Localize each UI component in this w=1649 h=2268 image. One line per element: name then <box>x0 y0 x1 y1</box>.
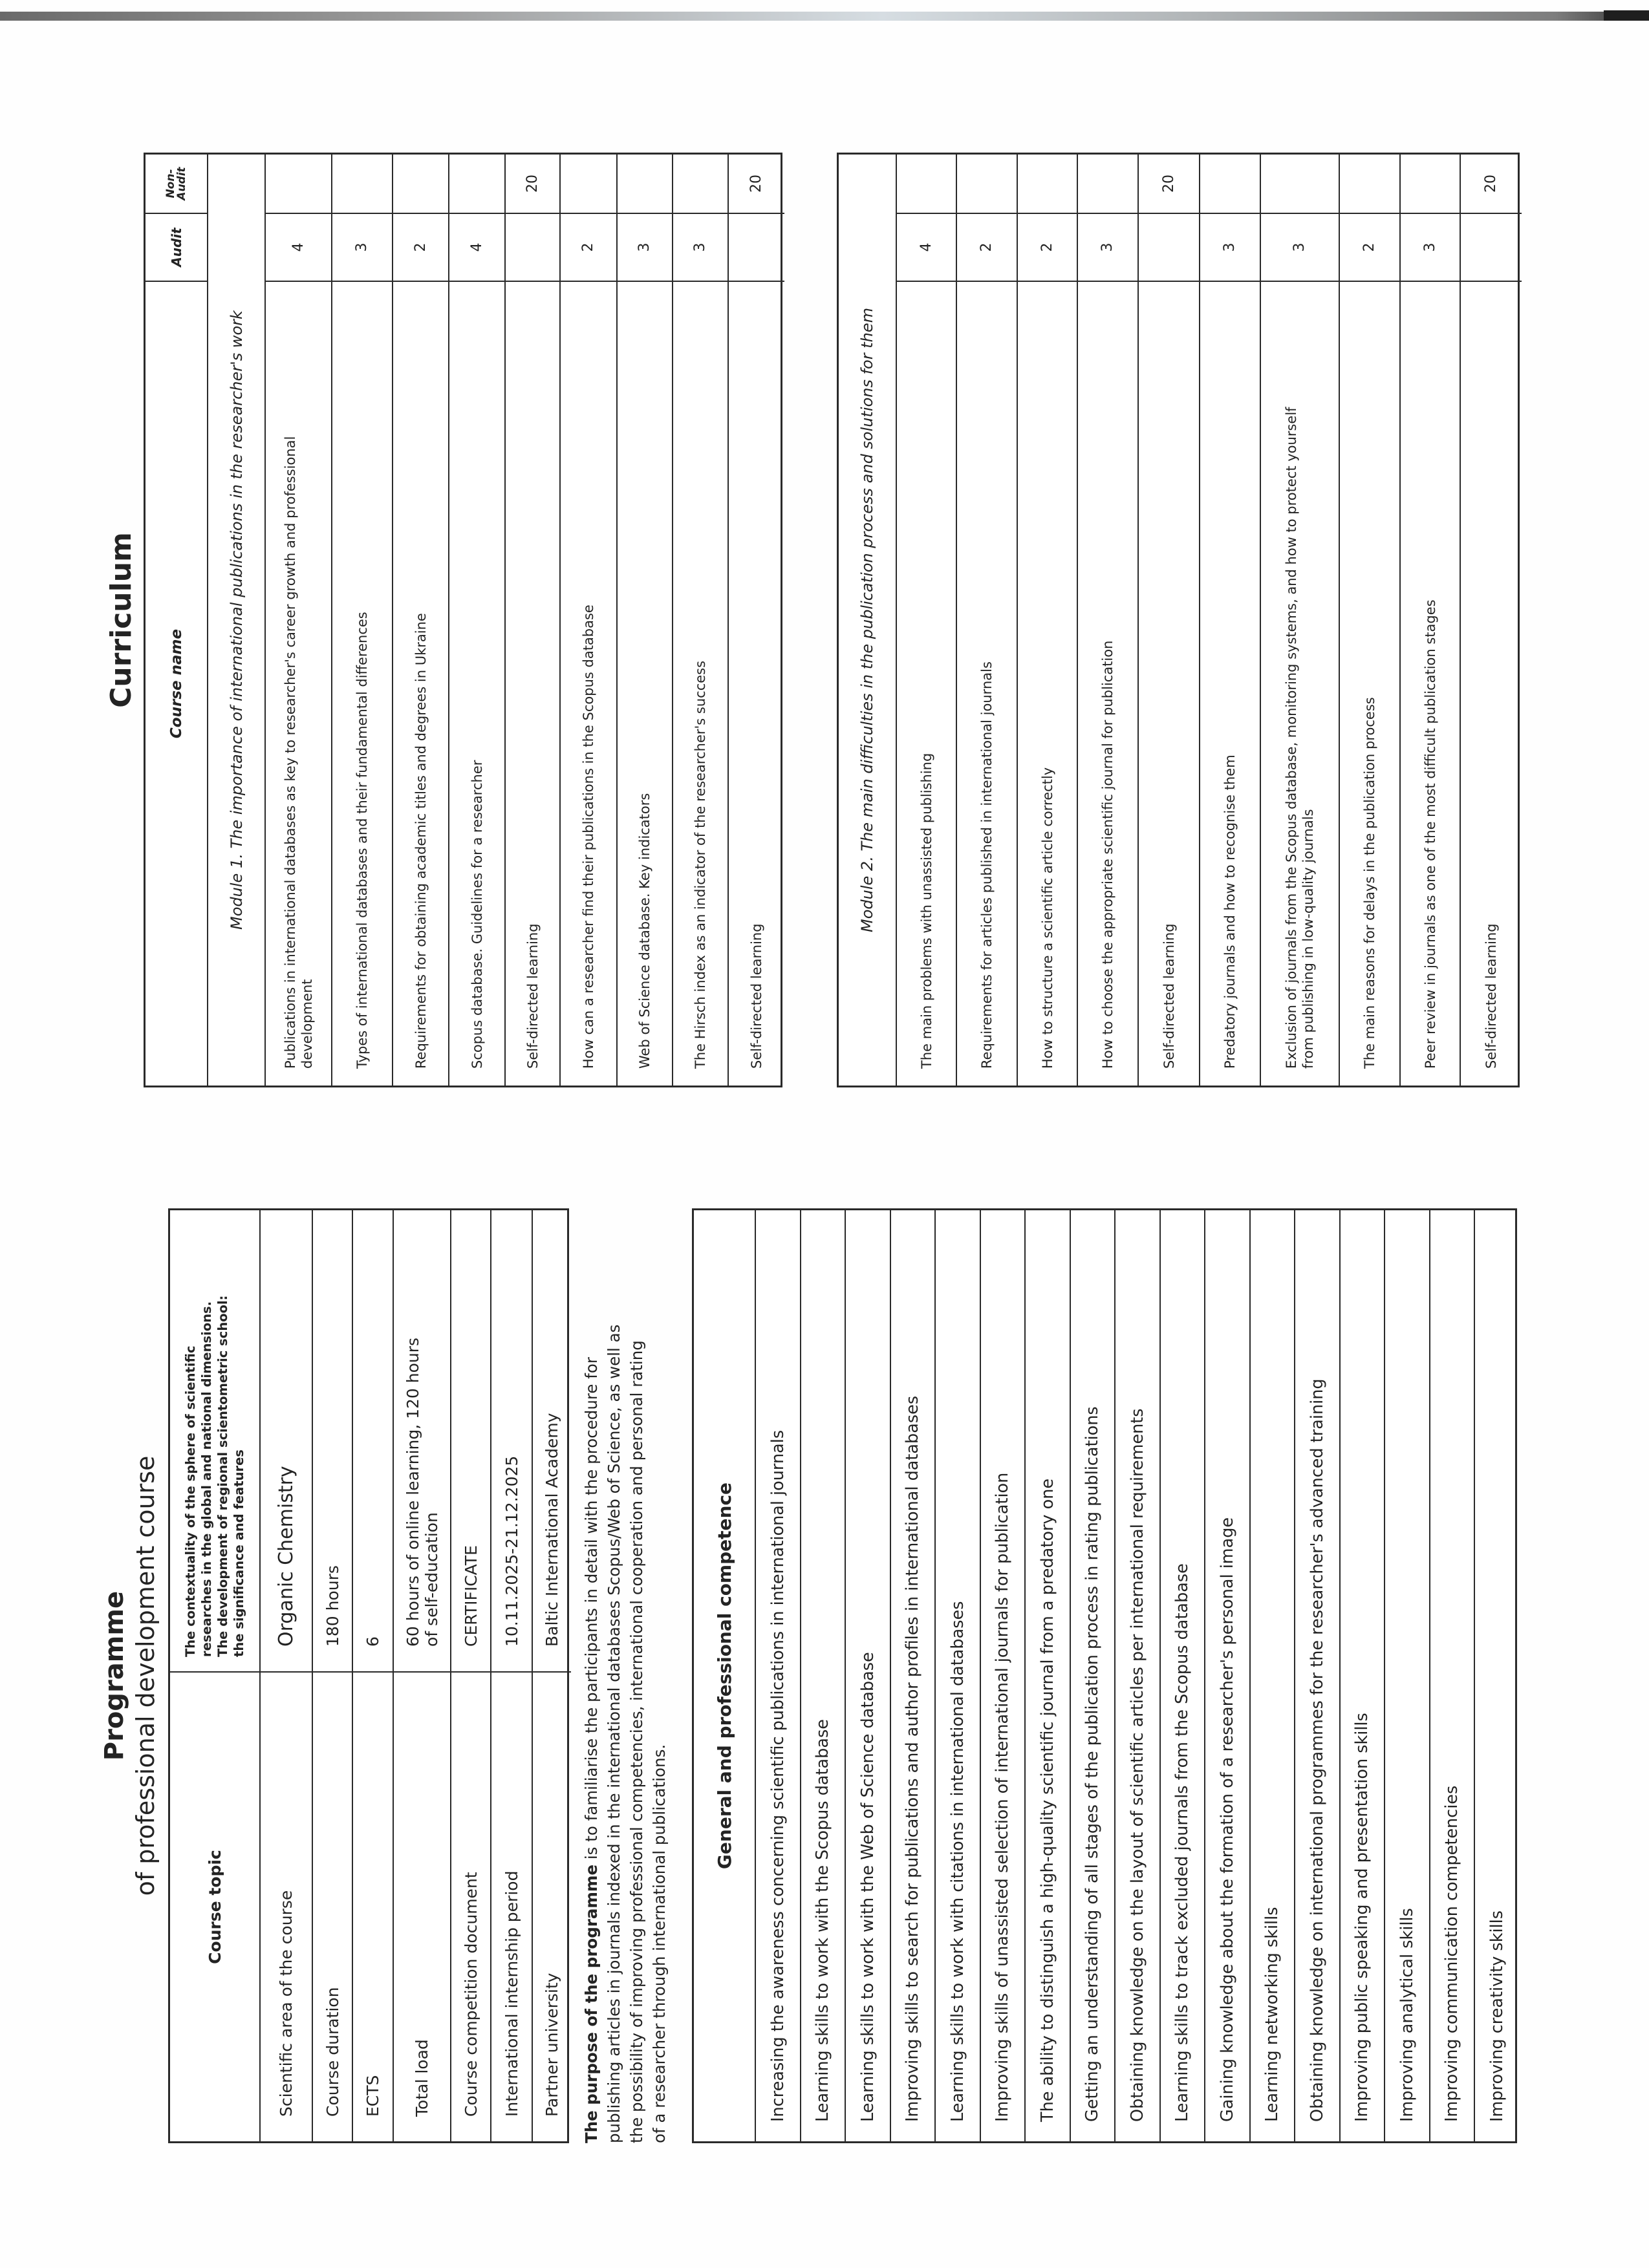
purpose-text: is to familiarise the participants in detail with the procedure for <box>582 1357 601 1865</box>
course-name: Web of Science database. Key indicators <box>637 793 652 1069</box>
competence-row <box>845 1210 890 2141</box>
curriculum-row <box>1260 155 1339 1086</box>
competence-row <box>1474 1210 1519 2141</box>
non-audit-hours <box>1200 155 1260 214</box>
audit-hours <box>1461 214 1522 282</box>
competence-item: The ability to distinguish a high-quality scientific journal from a predatory one <box>1037 1478 1057 2122</box>
info-label: Scientific area of the course <box>277 1890 296 2117</box>
course-name: Requirements for obtaining academic titles and degrees in Ukraine <box>413 613 429 1069</box>
competence-row <box>980 1210 1025 2141</box>
audit-hours: 4 <box>266 214 331 282</box>
competence-item: Improving skills to search for publications and author profiles in international databases <box>903 1395 923 2122</box>
audit-hours: 3 <box>332 214 392 282</box>
course-name: Predatory journals and how to recognise them <box>1222 754 1238 1069</box>
audit-hours: 3 <box>1078 214 1137 282</box>
curriculum-table-module-1 <box>144 153 782 1087</box>
competence-item: Getting an understanding of all stages of the publication process in rating publications <box>1083 1406 1103 2122</box>
purpose-paragraph <box>580 1208 671 2143</box>
purpose-line: of a researcher through international publications. <box>650 1744 669 2143</box>
module-title: Module 1. The importance of international publications in the researcher's work <box>227 310 246 930</box>
info-label: Total load <box>413 2039 431 2117</box>
audit-hours: 2 <box>1340 214 1399 282</box>
competence-row <box>755 1210 800 2141</box>
course-name: The Hirsch index as an indicator of the researcher's success <box>693 660 708 1069</box>
audit-hours: 4 <box>897 214 956 282</box>
audit-hours <box>506 214 559 282</box>
course-name-header: Course name <box>167 628 185 739</box>
info-row <box>450 1210 490 2141</box>
competence-item: Increasing the awareness concerning scientific publications in international journals <box>768 1429 788 2122</box>
curriculum-row <box>264 155 331 1086</box>
course-name: Self-directed learning <box>524 923 541 1069</box>
non-audit-hours: 20 <box>506 155 559 214</box>
module-title-row <box>207 155 264 1086</box>
curriculum-title: Curriculum <box>105 532 138 708</box>
competence-item: Learning networking skills <box>1262 1907 1282 2122</box>
competence-item: Improving skills of unassisted selection of international journals for publication <box>993 1472 1013 2122</box>
competence-item: Learning skills to work with the Web of Science database <box>857 1652 878 2122</box>
curriculum-row <box>331 155 392 1086</box>
curriculum-row <box>616 155 672 1086</box>
audit-hours: 2 <box>957 214 1017 282</box>
info-row <box>312 1210 352 2141</box>
course-name: How can a researcher find their publications in the Scopus database <box>581 604 596 1069</box>
purpose-line: publishing articles in journals indexed in the international databases Scopus/Web of Science, as well as <box>605 1324 623 2143</box>
audit-hours: 2 <box>561 214 616 282</box>
curriculum-row <box>1077 155 1137 1086</box>
course-name: Scopus database. Guidelines for a researcher <box>469 760 485 1069</box>
audit-hours: 3 <box>618 214 672 282</box>
purpose-line: the possibility of improving professional competencies, international cooperation and personal rating <box>627 1340 646 2143</box>
non-audit-hours: 20 <box>1139 155 1199 214</box>
purpose-line <box>580 1208 603 2143</box>
audit-hours: 3 <box>1261 214 1339 282</box>
competence-item: Improving communication competencies <box>1442 1785 1462 2122</box>
non-audit-hours <box>332 155 392 214</box>
module-title: Module 2. The main difficulties in the publication process and solutions for them <box>858 308 876 932</box>
course-name: How to choose the appropriate scientific journal for publication <box>1100 640 1116 1069</box>
course-name: Publications in international databases as key to researcher's career growth and professional development <box>282 436 315 1069</box>
curriculum-row <box>672 155 727 1086</box>
course-name: Self-directed learning <box>749 923 764 1069</box>
course-info-table <box>168 1208 569 2143</box>
competence-row <box>800 1210 845 2141</box>
audit-hours: 2 <box>1018 214 1077 282</box>
audit-hours <box>729 214 784 282</box>
competence-row <box>1339 1210 1385 2141</box>
competence-item: Learning skills to work with citations in international databases <box>947 1601 967 2122</box>
audit-hours <box>1139 214 1199 282</box>
programme-subtitle: of professional development course <box>131 1455 160 1896</box>
competence-row <box>1249 1210 1295 2141</box>
competence-row <box>890 1210 935 2141</box>
non-audit-hours <box>393 155 448 214</box>
non-audit-hours: 20 <box>1461 155 1522 214</box>
curriculum-row <box>1339 155 1399 1086</box>
curriculum-header-row <box>146 155 207 1086</box>
non-audit-hours <box>266 155 331 214</box>
competence-item: Improving analytical skills <box>1397 1908 1417 2122</box>
non-audit-hours <box>449 155 504 214</box>
curriculum-row <box>896 155 956 1086</box>
info-label: ECTS <box>363 2075 382 2117</box>
competence-item: Obtaining knowledge on international programmes for the researcher's advanced training <box>1307 1378 1327 2122</box>
info-value: CERTIFICATE <box>451 1210 490 1673</box>
course-name: The main problems with unassisted publishing <box>918 753 934 1069</box>
competence-row <box>1429 1210 1474 2141</box>
competence-row <box>1159 1210 1205 2141</box>
competence-item: Improving public speaking and presentation skills <box>1352 1713 1372 2122</box>
audit-hours: 4 <box>449 214 504 282</box>
course-name: Exclusion of journals from the Scopus database, monitoring systems, and how to protect yourself from publishing in low-quality journals <box>1284 407 1316 1069</box>
course-name: Requirements for articles published in international journals <box>979 661 995 1069</box>
competence-table <box>692 1208 1517 2143</box>
non-audit-hours <box>1340 155 1399 214</box>
non-audit-hours <box>561 155 616 214</box>
curriculum-row <box>392 155 448 1086</box>
curriculum-row <box>956 155 1017 1086</box>
competence-row <box>934 1210 980 2141</box>
curriculum-row <box>1017 155 1077 1086</box>
curriculum-row <box>1199 155 1260 1086</box>
audit-hours: 3 <box>673 214 727 282</box>
curriculum-row <box>1137 155 1199 1086</box>
info-value: Organic Chemistry <box>261 1210 312 1673</box>
course-topic-value: The contextuality of the sphere of scientific researches in the global and national dimensions. The development of regional scientometric school: the significance and features <box>170 1210 259 1673</box>
info-value: Baltic International Academy <box>533 1210 571 1673</box>
info-row <box>532 1210 571 2141</box>
competence-row <box>1204 1210 1249 2141</box>
course-name: How to structure a scientific article correctly <box>1039 767 1055 1069</box>
non-audit-hours <box>673 155 727 214</box>
competence-row <box>1024 1210 1070 2141</box>
info-label: International internship period <box>502 1870 521 2117</box>
competence-item: Gaining knowledge about the formation of a researcher's personal image <box>1217 1517 1237 2122</box>
info-header-row <box>170 1210 259 2141</box>
course-topic-header: Course topic <box>205 1850 224 1964</box>
non-audit-hours <box>618 155 672 214</box>
competence-row <box>1384 1210 1429 2141</box>
audit-hours: 3 <box>1401 214 1460 282</box>
curriculum-row <box>448 155 504 1086</box>
info-row <box>259 1210 312 2141</box>
info-label: Course duration <box>323 1987 342 2117</box>
info-value: 10.11.2025-21.12.2025 <box>491 1210 532 1673</box>
competence-item: Improving creativity skills <box>1487 1910 1507 2122</box>
module-title-row <box>839 155 896 1086</box>
competence-row <box>1294 1210 1339 2141</box>
non-audit-hours <box>957 155 1017 214</box>
competence-item: Obtaining knowledge on the layout of scientific articles per international requirements <box>1127 1408 1147 2122</box>
audit-hours: 3 <box>1200 214 1260 282</box>
course-name: Types of international databases and their fundamental differences <box>354 612 370 1069</box>
competence-item: Learning skills to track excluded journals from the Scopus database <box>1172 1563 1192 2122</box>
curriculum-row <box>727 155 784 1086</box>
audit-header: Audit <box>146 214 207 282</box>
purpose-bold: The purpose of the programme <box>582 1864 601 2143</box>
course-name: Peer review in journals as one of the most difficult publication stages <box>1422 599 1438 1069</box>
info-label: Course competition document <box>461 1872 480 2117</box>
curriculum-row <box>504 155 559 1086</box>
info-label: Partner university <box>543 1973 561 2117</box>
competence-row <box>1070 1210 1115 2141</box>
info-value: 60 hours of online learning, 120 hours of self-education <box>394 1210 450 1673</box>
course-name: Self-directed learning <box>1161 923 1177 1069</box>
competence-header-row <box>694 1210 755 2141</box>
non-audit-hours <box>1078 155 1137 214</box>
course-name: The main reasons for delays in the publication process <box>1362 697 1377 1069</box>
competence-title: General and professional competence <box>713 1482 735 1870</box>
programme-title: Programme <box>100 1590 129 1761</box>
curriculum-row <box>559 155 616 1086</box>
audit-hours: 2 <box>393 214 448 282</box>
info-value: 6 <box>353 1210 393 1673</box>
info-row <box>393 1210 450 2141</box>
competence-row <box>1114 1210 1159 2141</box>
non-audit-hours: 20 <box>729 155 784 214</box>
curriculum-table-module-2 <box>837 153 1520 1087</box>
non-audit-header: Non- Audit <box>146 155 207 214</box>
non-audit-hours <box>1401 155 1460 214</box>
non-audit-hours <box>1018 155 1077 214</box>
non-audit-hours <box>897 155 956 214</box>
info-row <box>352 1210 393 2141</box>
competence-item: Learning skills to work with the Scopus database <box>813 1719 833 2122</box>
info-value: 180 hours <box>313 1210 352 1673</box>
curriculum-row <box>1460 155 1522 1086</box>
non-audit-hours <box>1261 155 1339 214</box>
curriculum-row <box>1399 155 1460 1086</box>
course-name: Self-directed learning <box>1483 923 1499 1069</box>
info-row <box>490 1210 532 2141</box>
